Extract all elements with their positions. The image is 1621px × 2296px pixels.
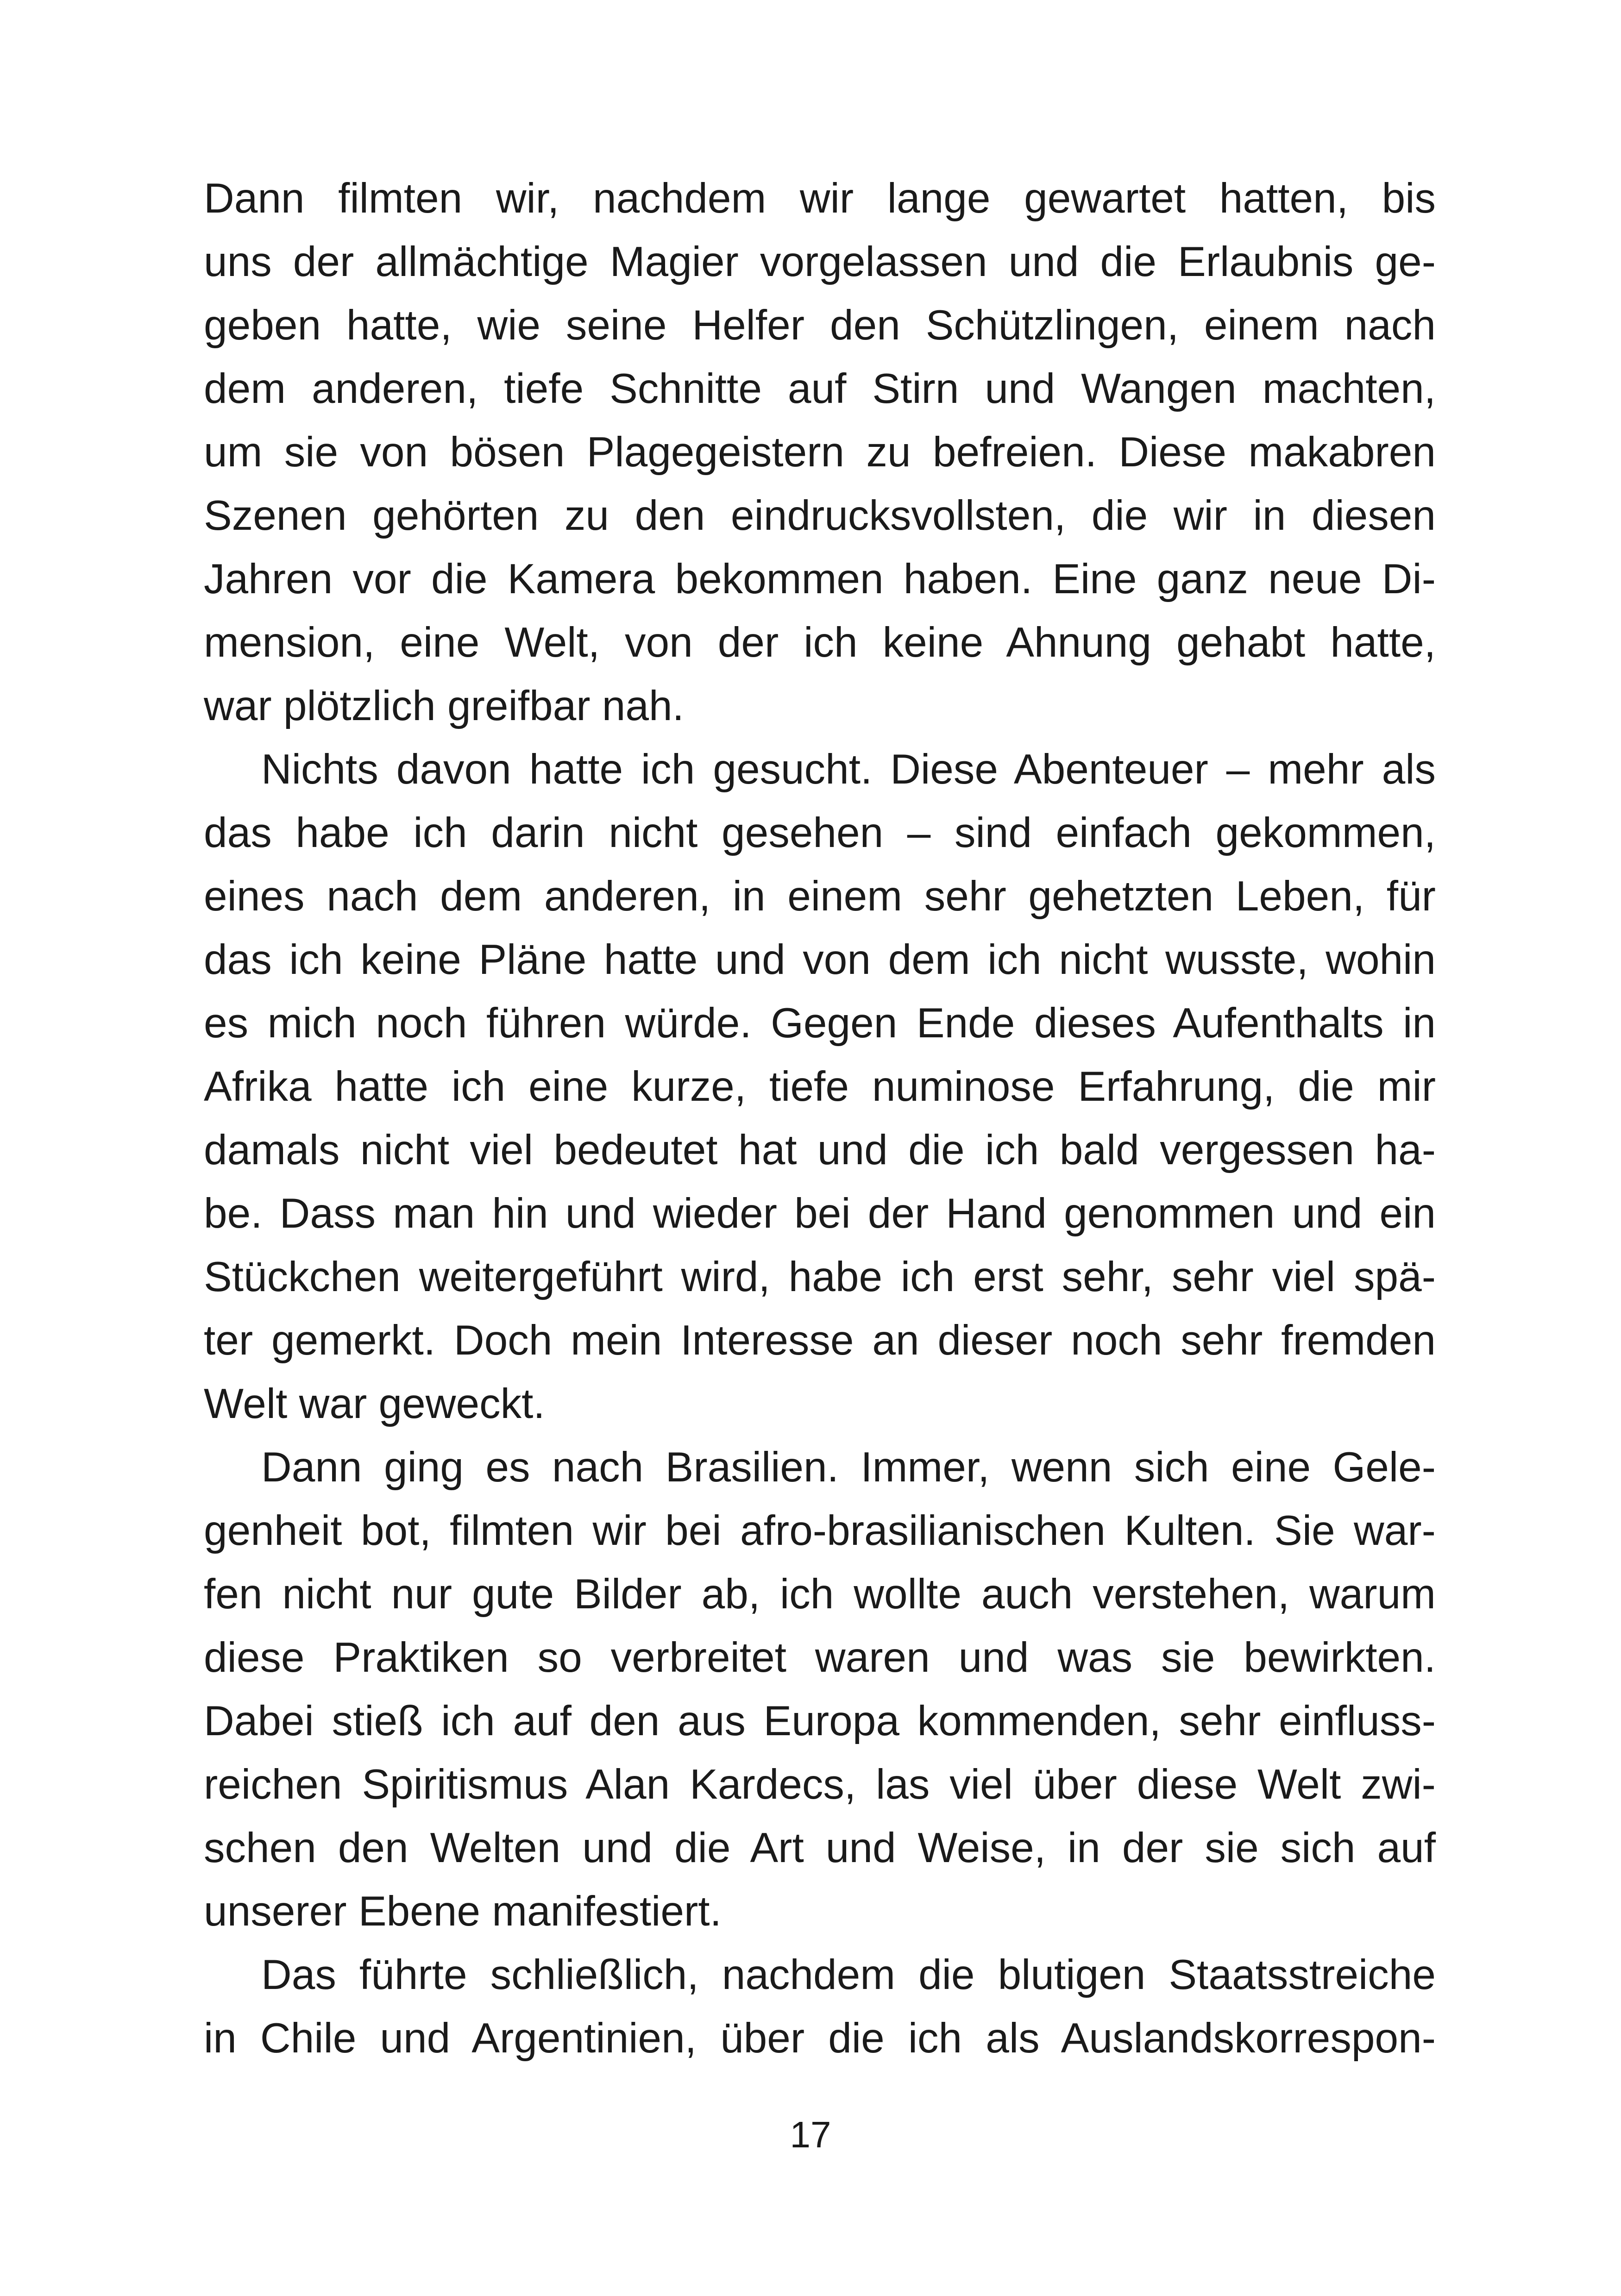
text-line: Stückchen weitergeführt wird, habe ich erst sehr, sehr viel spä- xyxy=(204,1254,1436,1300)
text-line: unserer Ebene manifestiert. xyxy=(204,1888,722,1935)
text-line: Dabei stieß ich auf den aus Europa kommenden, sehr einfluss- xyxy=(204,1698,1436,1744)
text-line: in Chile und Argentinien, über die ich als Auslandskorrespon- xyxy=(204,2015,1436,2062)
text-line: Szenen gehörten zu den eindrucksvollsten, die wir in diesen xyxy=(204,492,1436,539)
text-line: das ich keine Pläne hatte und von dem ich nicht wusste, wohin xyxy=(204,936,1436,983)
text-line: ter gemerkt. Doch mein Interesse an dieser noch sehr fremden xyxy=(204,1317,1436,1364)
text-line: be. Dass man hin und wieder bei der Hand genommen und ein xyxy=(204,1190,1436,1237)
text-line: Dann ging es nach Brasilien. Immer, wenn sich eine Gele- xyxy=(261,1444,1436,1491)
text-line: damals nicht viel bedeutet hat und die ich bald vergessen ha- xyxy=(204,1127,1436,1173)
text-line: fen nicht nur gute Bilder ab, ich wollte auch verstehen, warum xyxy=(204,1571,1436,1618)
text-line: um sie von bösen Plagegeistern zu befreien. Diese makabren xyxy=(204,429,1436,476)
page-number: 17 xyxy=(790,2114,831,2155)
text-line: Das führte schließlich, nachdem die blutigen Staatsstreiche xyxy=(261,1951,1436,1998)
text-line: schen den Welten und die Art und Weise, in der sie sich auf xyxy=(204,1825,1436,1871)
text-line: Nichts davon hatte ich gesucht. Diese Abenteuer – mehr als xyxy=(261,746,1436,793)
text-line: es mich noch führen würde. Gegen Ende dieses Aufenthalts in xyxy=(204,1000,1436,1047)
text-line: Dann filmten wir, nachdem wir lange gewartet hatten, bis xyxy=(204,175,1436,222)
text-line: dem anderen, tiefe Schnitte auf Stirn und Wangen machten, xyxy=(204,365,1436,412)
text-line: uns der allmächtige Magier vorgelassen und die Erlaubnis ge- xyxy=(204,238,1436,285)
text-line: das habe ich darin nicht gesehen – sind einfach gekommen, xyxy=(204,809,1436,856)
text-line: Afrika hatte ich eine kurze, tiefe numinose Erfahrung, die mir xyxy=(204,1063,1436,1110)
text-line: genheit bot, filmten wir bei afro-brasilianischen Kulten. Sie war- xyxy=(204,1507,1436,1554)
text-line: reichen Spiritismus Alan Kardecs, las viel über diese Welt zwi- xyxy=(204,1761,1436,1808)
text-line: Welt war geweckt. xyxy=(204,1380,545,1427)
text-line: Jahren vor die Kamera bekommen haben. Eine ganz neue Di- xyxy=(204,556,1436,602)
text-line: eines nach dem anderen, in einem sehr gehetzten Leben, für xyxy=(204,873,1436,920)
body-text xyxy=(204,167,1436,2070)
text-line: mension, eine Welt, von der ich keine Ahnung gehabt hatte, xyxy=(204,619,1436,666)
text-line: geben hatte, wie seine Helfer den Schützlingen, einem nach xyxy=(204,302,1436,349)
text-line: diese Praktiken so verbreitet waren und was sie bewirkten. xyxy=(204,1634,1436,1681)
text-line: war plötzlich greifbar nah. xyxy=(204,683,684,729)
